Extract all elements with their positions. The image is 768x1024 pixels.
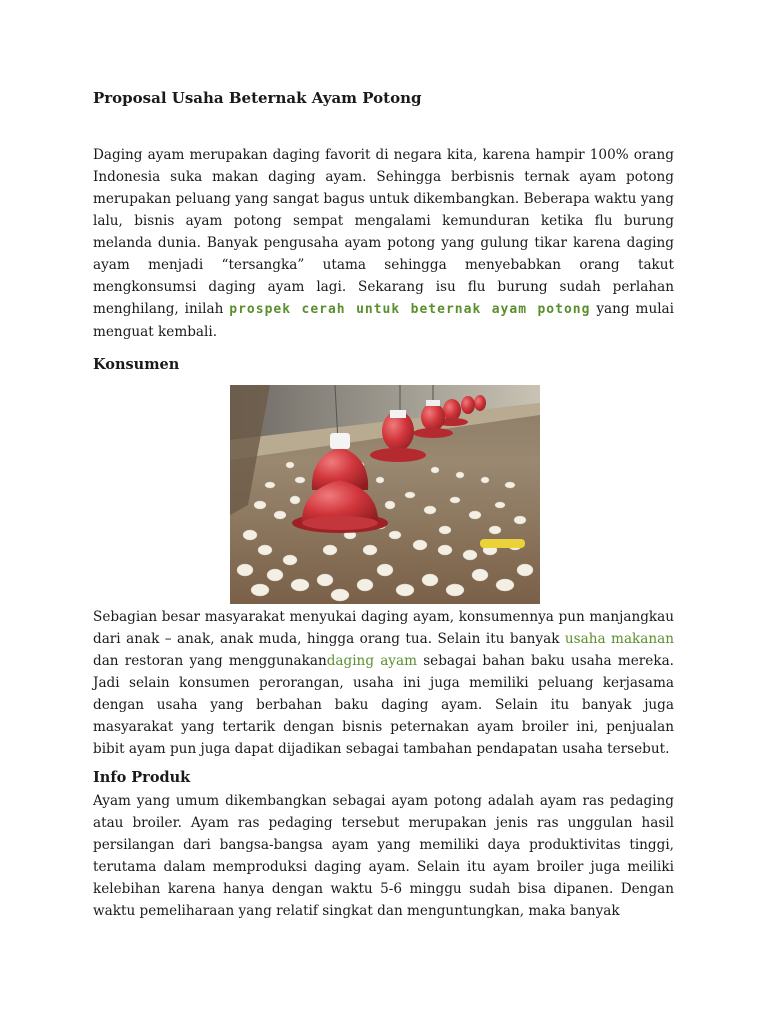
usaha-makanan-link[interactable]: usaha makanan [564, 631, 675, 647]
konsumen-paragraph [93, 606, 674, 760]
konsumen-text-3: sebagai bahan baku usaha mereka. Jadi selain konsumen perorangan, usaha ini juga memiliki peluang kerjasama dengan usaha yang berbahan baku daging ayam. Selain itu banyak juga masyarakat yang tertarik dengan bisnis peternakan ayam broiler ini, penjualan bibit ayam pun juga dapat dijadikan sebagai tambahan pendapatan usaha tersebut. [93, 653, 674, 757]
daging-ayam-link[interactable]: daging ayam [326, 653, 417, 669]
intro-paragraph [93, 144, 674, 343]
document-title: Proposal Usaha Beternak Ayam Potong [93, 89, 422, 107]
konsumen-text-2: dan restoran yang menggunakan [93, 653, 327, 669]
konsumen-heading: Konsumen [93, 356, 180, 373]
info-produk-heading: Info Produk [93, 769, 191, 786]
intro-text-2: yang mulai menguat kembali. [93, 301, 675, 340]
prospek-link[interactable]: prospek cerah untuk beternak ayam potong [229, 302, 591, 317]
konsumen-text-1: Sebagian besar masyarakat menyukai daging ayam, konsumennya pun manjangkau dari anak – anak, anak muda, hingga orang tua. Selain itu banyak [93, 609, 674, 647]
broiler-chicks-photo [230, 385, 540, 604]
info-produk-paragraph: Ayam yang umum dikembangkan sebagai ayam potong adalah ayam ras pedaging atau broiler. Ayam ras pedaging tersebut merupakan jenis ras unggulan hasil persilangan dari bangsa-bangsa ayam yang memiliki daya produktivitas tinggi, terutama dalam memproduksi daging ayam. Selain itu ayam broiler juga meiliki kelebihan karena hanya dengan waktu 5-6 minggu sudah bisa dipanen. Dengan waktu pemeliharaan yang relatif singkat dan menguntungkan, maka banyak [93, 793, 674, 919]
intro-text-1: Daging ayam merupakan daging favorit di negara kita, karena hampir 100% orang Indonesia suka makan daging ayam. Sehingga berbisnis ternak ayam potong merupakan peluang yang sangat bagus untuk dikembangkan. Beberapa waktu yang lalu, bisnis ayam potong sempat mengalami kemunduran ketika flu burung melanda dunia. Banyak pengusaha ayam potong yang gulung tikar karena daging ayam menjadi “tersangka” utama sehingga menyebabkan orang takut mengkonsumsi daging ayam lagi. Sekarang isu flu burung sudah perlahan menghilang, inilah [93, 147, 674, 317]
